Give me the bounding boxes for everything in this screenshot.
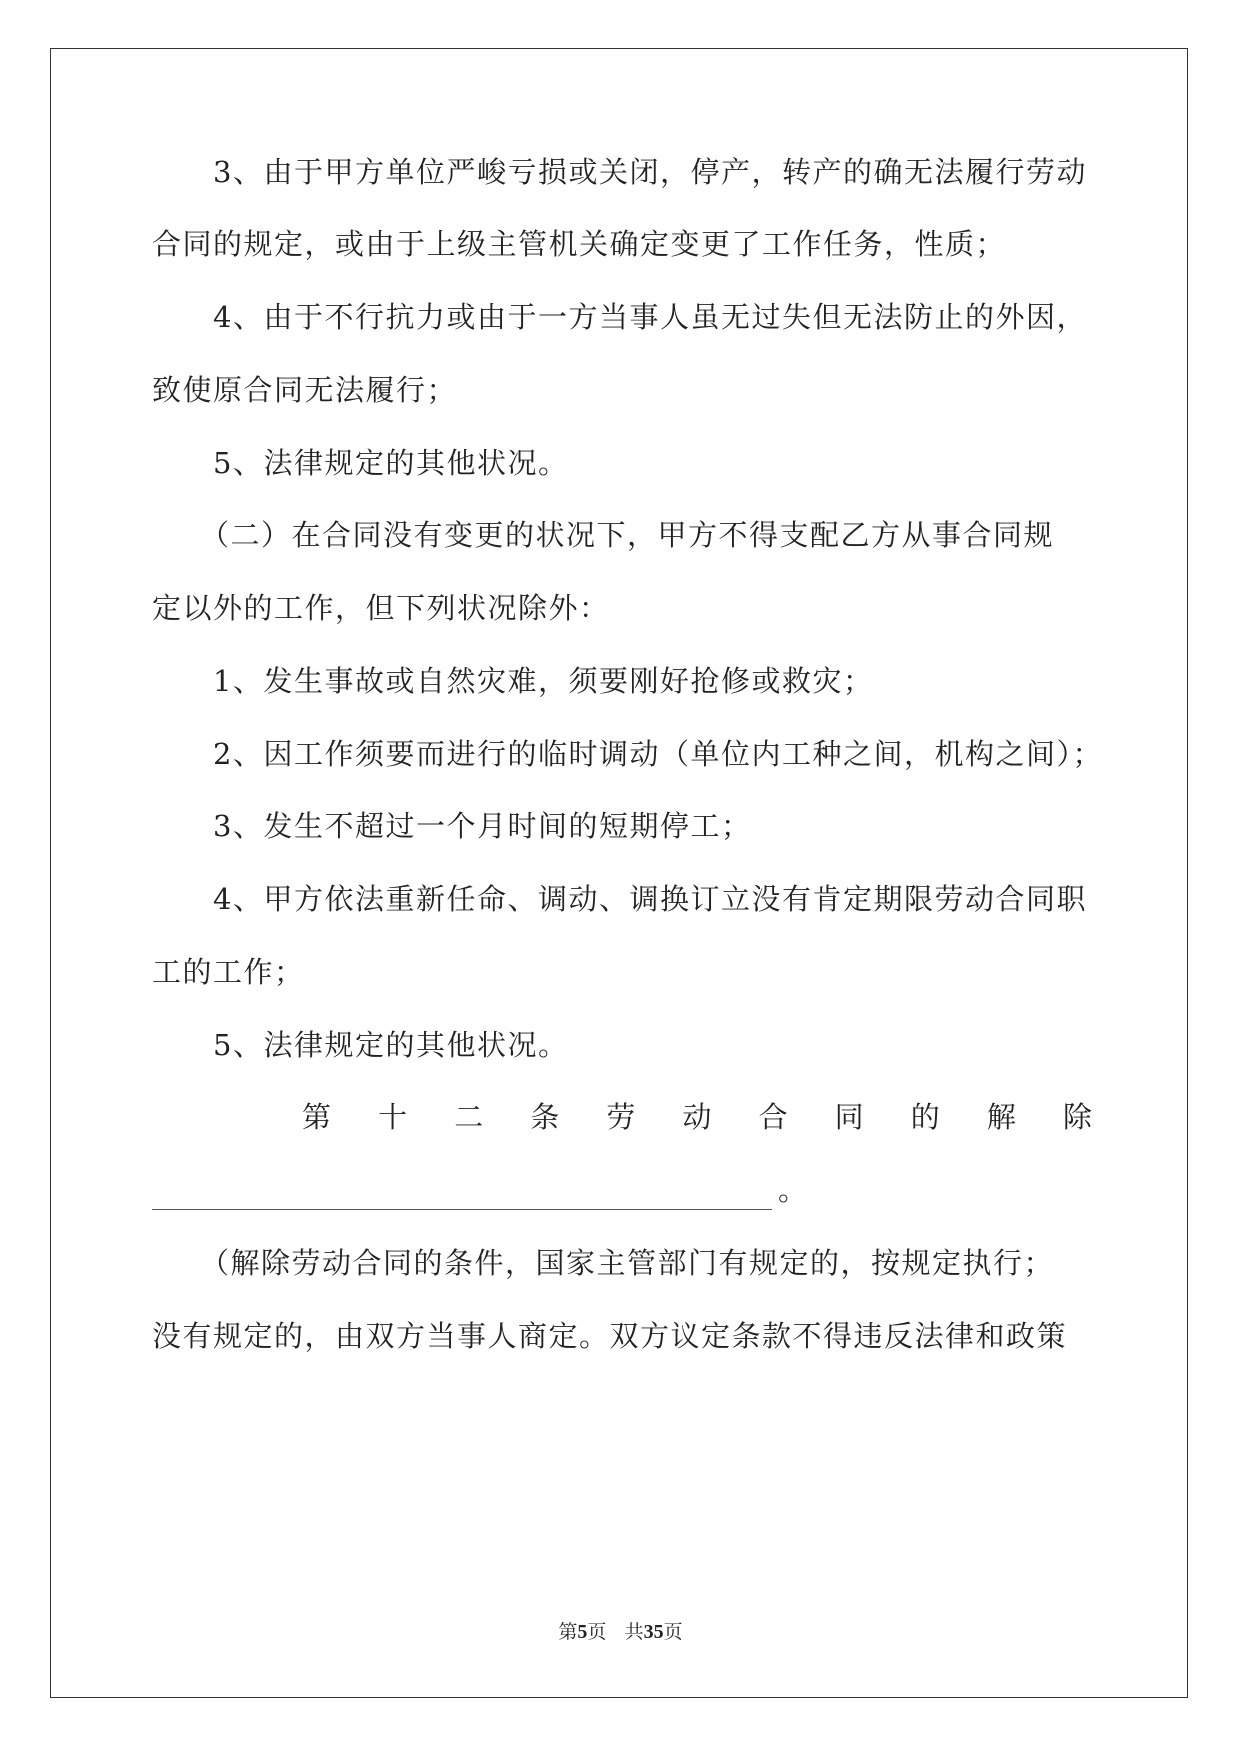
paragraph-line: （解除劳动合同的条件，国家主管部门有规定的，按规定执行； <box>200 1246 1055 1280</box>
paragraph-line: 1、发生事故或自然灾难，须要刚好抢修或救灾； <box>213 664 874 698</box>
article-title-char: 劳 <box>606 1100 636 1134</box>
paragraph-line: 4、甲方依法重新任命、调动、调换订立没有肯定期限劳动合同职 <box>213 882 1087 916</box>
article-title-char: 二 <box>454 1100 484 1134</box>
blank-suffix: 。 <box>778 1173 808 1207</box>
article-title <box>302 1097 1092 1137</box>
page-footer <box>0 1620 1241 1644</box>
paragraph-line: 合同的规定，或由于上级主管机关确定变更了工作任务，性质； <box>152 227 1007 261</box>
blank-underline <box>152 1187 772 1210</box>
paragraph-line: 2、因工作须要而进行的临时调动（单位内工种之间，机构之间）； <box>213 737 1103 771</box>
paragraph-line: 4、由于不行抗力或由于一方当事人虽无过失但无法防止的外因， <box>213 300 1087 334</box>
paragraph-line: 5、法律规定的其他状况。 <box>213 1028 569 1062</box>
paragraph-line: 致使原合同无法履行； <box>152 373 458 407</box>
article-title-char: 解 <box>986 1100 1016 1134</box>
paragraph-line: 5、法律规定的其他状况。 <box>213 446 569 480</box>
paragraph-line: 定以外的工作，但下列状况除外： <box>152 591 610 625</box>
article-title-char: 除 <box>1062 1100 1092 1134</box>
article-title-char: 十 <box>378 1100 408 1134</box>
footer-total-prefix: 共 <box>624 1621 644 1643</box>
paragraph-line: 没有规定的，由双方当事人商定。双方议定条款不得违反法律和政策 <box>152 1319 1068 1353</box>
page-frame <box>50 48 1188 1698</box>
footer-prefix: 第 <box>558 1621 578 1643</box>
article-title-char: 同 <box>834 1100 864 1134</box>
article-title-char: 的 <box>910 1100 940 1134</box>
paragraph-line: （二）在合同没有变更的状况下，甲方不得支配乙方从事合同规 <box>200 518 1055 552</box>
article-title-char: 第 <box>302 1100 332 1134</box>
article-title-char: 合 <box>758 1100 788 1134</box>
footer-page-number: 5 <box>577 1621 588 1643</box>
fill-in-blank <box>152 1170 807 1210</box>
paragraph-line: 3、由于甲方单位严峻亏损或关闭，停产，转产的确无法履行劳动 <box>213 155 1087 189</box>
footer-total-pages: 35 <box>643 1621 664 1643</box>
paragraph-line: 工的工作； <box>152 955 305 989</box>
article-title-char: 条 <box>530 1100 560 1134</box>
footer-total-unit: 页 <box>663 1621 683 1643</box>
footer-page-unit: 页 <box>587 1621 607 1643</box>
article-title-char: 动 <box>682 1100 712 1134</box>
paragraph-line: 3、发生不超过一个月时间的短期停工； <box>213 809 752 843</box>
